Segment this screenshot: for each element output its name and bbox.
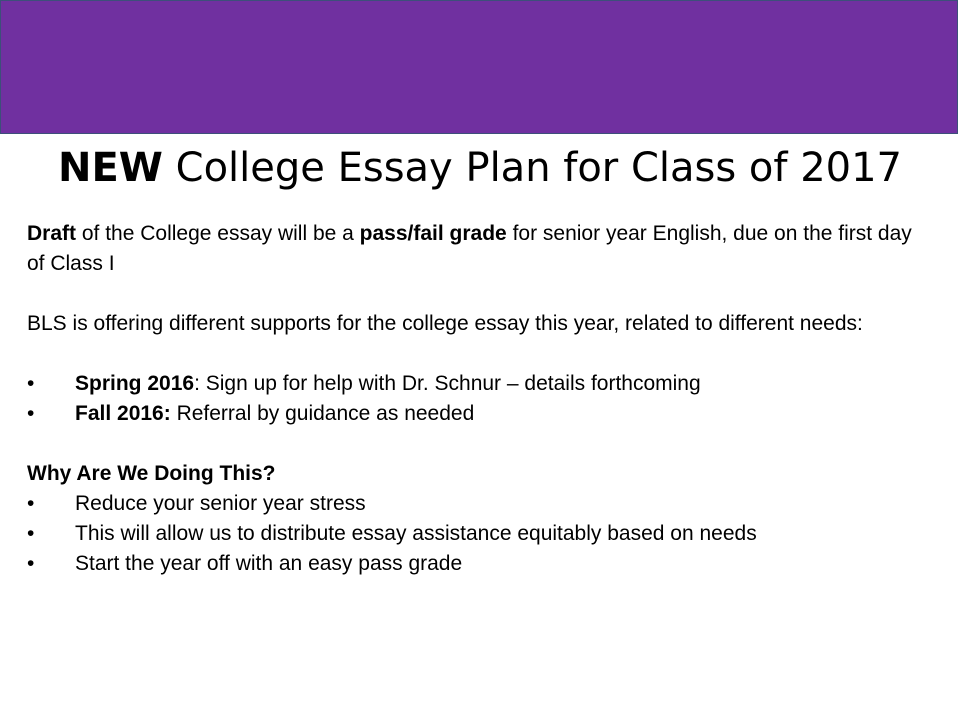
bullet-icon: • xyxy=(27,552,35,575)
slide-title xyxy=(0,140,960,196)
bullet-icon: • xyxy=(27,492,35,515)
bullet-icon: • xyxy=(27,372,35,395)
title-emphasis: NEW xyxy=(58,145,163,191)
why-heading: Why Are We Doing This? xyxy=(27,462,276,485)
draft-label: Draft xyxy=(27,222,77,245)
draft-text-1: of the College essay will be a xyxy=(76,222,360,245)
grade-label: pass/fail grade xyxy=(359,222,507,245)
supports-item-text: Referral by guidance as needed xyxy=(170,402,475,425)
top-banner xyxy=(0,0,958,134)
slide-body xyxy=(27,219,932,579)
supports-item-spring xyxy=(27,369,932,399)
supports-item-fall xyxy=(27,399,932,429)
spacer xyxy=(27,429,932,459)
bullet-icon: • xyxy=(27,402,35,425)
why-item xyxy=(27,549,932,579)
why-item xyxy=(27,489,932,519)
supports-paragraph: BLS is offering different supports for the college essay this year, related to different needs: xyxy=(27,312,863,335)
supports-item-label: Fall 2016: xyxy=(75,402,171,425)
bullet-icon: • xyxy=(27,522,35,545)
spacer xyxy=(27,339,932,369)
supports-list xyxy=(27,369,932,429)
supports-item-text: : Sign up for help with Dr. Schnur – details forthcoming xyxy=(194,372,701,395)
why-item-text: Reduce your senior year stress xyxy=(75,492,366,515)
title-text: College Essay Plan for Class of 2017 xyxy=(162,145,902,191)
draft-text-2: for senior year English, due on the first day of Class I xyxy=(27,222,912,275)
draft-paragraph xyxy=(27,219,932,279)
why-item xyxy=(27,519,932,549)
spacer xyxy=(27,279,932,309)
why-item-text: This will allow us to distribute essay assistance equitably based on needs xyxy=(75,522,757,545)
why-item-text: Start the year off with an easy pass grade xyxy=(75,552,463,575)
supports-item-label: Spring 2016 xyxy=(75,372,195,395)
why-list xyxy=(27,489,932,579)
